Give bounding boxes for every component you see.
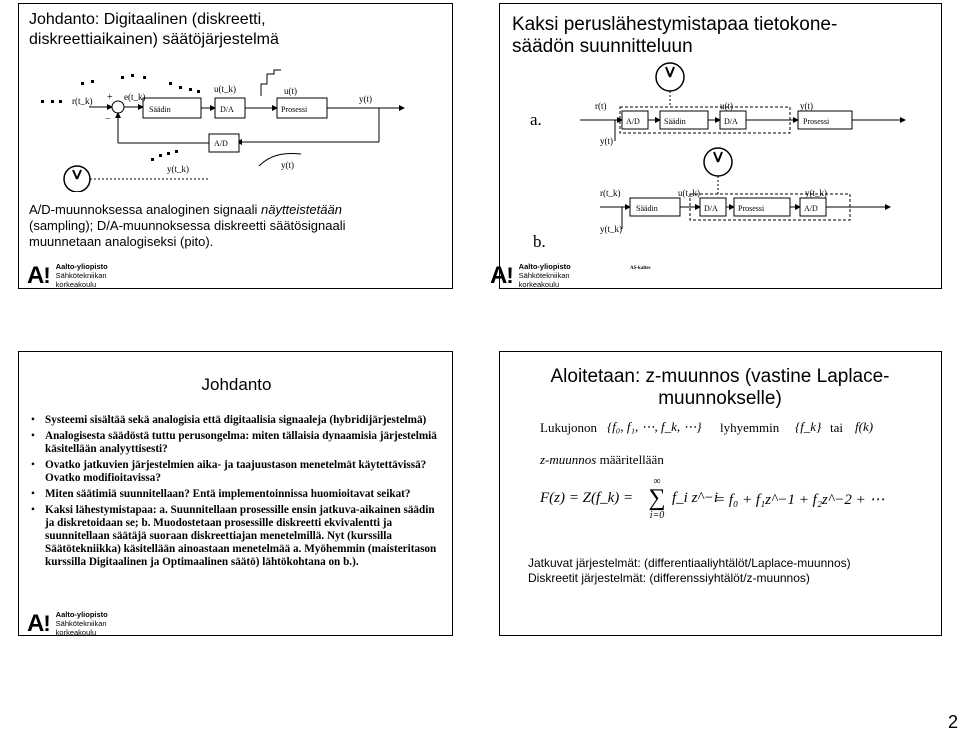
bullet-item: • Miten säätimiä suunnitellaan? Entä implementoinnissa huomioitavat seikat?	[31, 488, 441, 501]
logo-line: Sähkötekniikan	[55, 271, 107, 280]
formula-mid: f_i z^−i	[672, 490, 719, 506]
lukujonon-label: Lukujonon	[540, 420, 598, 435]
paragraph-part: A/D-muunnoksessa analoginen signaali	[29, 202, 261, 217]
fk-set: {f_k}	[795, 419, 822, 434]
prosessi-label: Prosessi	[281, 105, 308, 114]
b-saadin-label: Säädin	[636, 204, 658, 213]
da-label: D/A	[220, 105, 234, 114]
sum-bottom: i=0	[649, 510, 665, 521]
sum-symbol: ∑	[648, 485, 666, 511]
aalto-logo-mark: A!	[27, 609, 50, 637]
slide2-footer: AS-kaltes	[630, 266, 651, 271]
logo-line: korkeakoulu	[518, 280, 560, 289]
fk-expression: f(k)	[855, 419, 874, 434]
bullet-item: • Kaksi lähestymistapaa: a. Suunnitellaan prosessille ensin jatkuva-aikainen säädin ja diskretoidaan se; b. Muodostetaan prosessille diskreetti ekvivalentti ja suunnitellaan säätäjä suoraan diskreettiajan menetelmillä. Nyt (kurssilla Säätötekniikka) käsitellään ainoastaan menetelmää a. Myöhemmin (maisteritason kurssilla Digitaalinen ja Optimaalinen säätö) lähtökohtana on b.).	[31, 504, 441, 569]
aalto-logo-mark: A!	[27, 261, 50, 289]
u-label: u(t_k)	[214, 84, 236, 94]
a-yt-label: y(t)	[600, 136, 613, 146]
b-prosessi-label: Prosessi	[738, 204, 765, 213]
a-yt-out-label: y(t)	[800, 101, 813, 111]
a-saadin-label: Säädin	[664, 117, 686, 126]
ut-label: u(t)	[284, 86, 297, 96]
slide-introduction	[18, 351, 453, 636]
clock-icon	[656, 63, 684, 91]
maaritellaan-label: määritellään	[599, 452, 664, 467]
page-number: 2	[947, 712, 958, 732]
label-a: a.	[530, 110, 542, 129]
logo-line: Sähkötekniikan	[55, 619, 107, 628]
output-curve	[259, 154, 301, 167]
slide-two-approaches	[490, 3, 942, 289]
slide1-title: Johdanto: Digitaalinen (diskreetti, diskreettiaikainen) säätöjärjestelmä	[29, 11, 279, 48]
formula-rhs: = f₀ + f₁z^−1 + f₂z^−2 + ⋯	[715, 492, 885, 508]
logo-line: Sähkötekniikan	[518, 271, 570, 280]
digital-control-diagram	[19, 62, 454, 192]
slide1-paragraph	[29, 202, 359, 250]
sum-top: ∞	[653, 476, 661, 487]
logo-line: Aalto-yliopisto	[55, 262, 108, 271]
aalto-logo	[490, 262, 571, 289]
paragraph-part: (sampling); D/A-muunnoksessa diskreetti säätösignaali muunnetaan analogiseksi (pito).	[29, 218, 346, 249]
slide4-title: Aloitetaan: z-muunnos (vastine Laplace-muunnokselle)	[550, 366, 890, 409]
b-ytk-out-label: y(t_k)	[805, 188, 827, 198]
slide2-title: Kaksi peruslähestymistapaa tietokone-säädön suunnitteluun	[512, 14, 838, 57]
yt2-label: y(t)	[281, 160, 294, 170]
clock-icon	[64, 166, 90, 192]
r-label: r(t_k)	[72, 96, 93, 106]
lyhyemmin-label: lyhyemmin	[720, 420, 780, 435]
b-ad-label: A/D	[804, 204, 818, 213]
slide-z-transform	[499, 351, 942, 636]
sequence-expression: {f₀, f₁, ⋯, f_k, ⋯}	[607, 419, 702, 434]
logo-line: Aalto-yliopisto	[55, 610, 108, 619]
bullet-item: • Systeemi sisältää sekä analogisia että digitaalisia signaaleja (hybridijärjestelmä)	[31, 414, 441, 427]
zmuunnos-line	[540, 452, 664, 468]
plus-sign: +	[107, 92, 113, 103]
logo-line: korkeakoulu	[55, 280, 97, 289]
intro-bullet-list	[31, 414, 441, 572]
zmuunnos-label: z-muunnos	[540, 452, 597, 467]
clock-icon	[704, 148, 732, 176]
approach-diagrams	[560, 59, 943, 254]
discrete-systems-line: Diskreetit järjestelmät: (differenssiyhtälöt/z-muunnos)	[528, 571, 810, 585]
continuous-systems-line: Jatkuvat järjestelmät: (differentiaaliyhtälöt/Laplace-muunnos)	[528, 556, 851, 570]
a-ut-label: u(t)	[720, 101, 733, 111]
a-prosessi-label: Prosessi	[803, 117, 830, 126]
b-ytk-in-label: y(t_k)	[600, 224, 622, 234]
aalto-logo-mark: A!	[490, 261, 513, 289]
b-rtk-label: r(t_k)	[600, 188, 621, 198]
ad-label: A/D	[214, 139, 228, 148]
tai-label: tai	[830, 420, 843, 435]
minus-sign: −	[105, 114, 111, 125]
a-rt-label: r(t)	[595, 101, 607, 111]
b-da-label: D/A	[704, 204, 718, 213]
formula-lhs: F(z) = Z(f_k) =	[540, 490, 634, 506]
aalto-logo	[27, 610, 108, 637]
bullet-item: • Ovatko jatkuvien järjestelmien aika- ja taajuustason menetelmät käytettävissä? Ovatko modifioitavissa?	[31, 459, 441, 485]
slide-digital-control	[18, 3, 453, 289]
bullet-item: • Analogisesta säädöstä tuttu perusongelma: miten tällaisia dynaamisia järjestelmiä käsitellään analyyttisesti?	[31, 430, 441, 456]
ytk-label: y(t_k)	[167, 164, 189, 174]
paragraph-italic: näytteistetään	[260, 202, 342, 217]
label-b: b.	[533, 232, 546, 251]
aalto-logo	[27, 262, 108, 289]
slide3-title: Johdanto	[201, 375, 272, 394]
saadin-label: Säädin	[149, 105, 171, 114]
logo-line: Aalto-yliopisto	[518, 262, 571, 271]
e-label: e(t_k)	[124, 92, 146, 102]
a-ad-label: A/D	[626, 117, 640, 126]
logo-line: korkeakoulu	[55, 628, 97, 637]
hold-signal	[261, 70, 281, 96]
b-utk-label: u(t_k)	[678, 188, 700, 198]
yt-label: y(t)	[359, 94, 372, 104]
a-da-label: D/A	[724, 117, 738, 126]
